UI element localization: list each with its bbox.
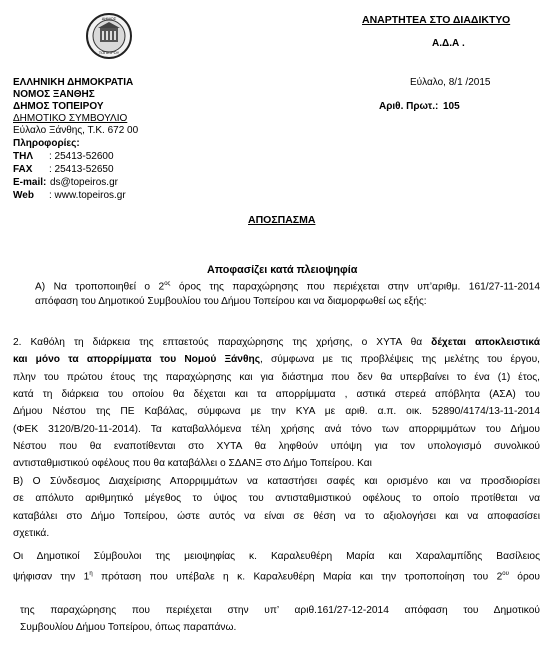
paragraph-3-line-4: σχετικά. xyxy=(13,528,50,539)
paragraph-2-line-2: και μόνο τα απορρίμματα του Νομού Ξάνθης, σύμφωνα με τις προβλέψεις της μελέτης του έργου, xyxy=(13,354,540,365)
municipality-seal xyxy=(86,4,132,68)
fax-label: FAX xyxy=(13,164,33,175)
paragraph-5-line-1: της παραχώρησης που περιέχεται στην υπ’ αριθ.161/27-12-2014 απόφαση του Δημοτικού xyxy=(20,605,540,616)
decision-title: Αποφασίζει κατά πλειοψηφία xyxy=(207,264,358,276)
paragraph-2-line-5: Δήμου Νέστου της ΠΕ Καβάλας, σύμφωνα με την ΚΥΑ με αριθ. α.π. οικ. 52890/4174/13-11-2014 xyxy=(13,406,540,417)
org-line-2: ΝΟΜΟΣ ΞΑΝΘΗΣ xyxy=(13,89,95,100)
paragraph-3-line-3: καταβάλει στο Δήμο Τοπείρου, ώστε αυτός να είναι σε θέση να το αξιολογήσει και να αποφασίσει xyxy=(13,511,540,522)
paragraph-2-line-8: αντισταθμιστικού οφέλους που θα καταβάλλει ο ΣΔΑΝΞ στο Δήμο Τοπείρου. Και xyxy=(13,458,372,469)
ada-label: Α.Δ.Α . xyxy=(432,38,465,49)
web-label: Web xyxy=(13,190,34,201)
phone-label: ΤΗΛ xyxy=(13,151,33,162)
web-value[interactable]: : www.topeiros.gr xyxy=(49,190,126,201)
paragraph-1-line-1: Α) Να τροποποιηθεί ο $2^{o\varsigma}$ όρος της παραχώρησης που περιέχεται στην υπ’αριθμ. 161/27-11-2014 xyxy=(35,281,540,293)
org-line-3: ΔΗΜΟΣ ΤΟΠΕΙΡΟΥ xyxy=(13,101,104,112)
paragraph-3-line-1: Β) Ο Σύνδεσμος Διαχείρισης Απορριμμάτων να καταστήσει σαφές και ορισμένο και να προσδιορίσει xyxy=(13,476,540,487)
org-line-4: ΔΗΜΟΤΙΚΟ ΣΥΜΒΟΥΛΙΟ xyxy=(13,113,128,124)
paragraph-1-line-2: απόφαση του Δημοτικού Συμβουλίου του Δήμου Τοπείρου και να διαμορφωθεί ως εξής: xyxy=(35,296,427,307)
paragraph-2-line-4: κατά τη διάρκεια του οποίου θα δέχεται και τα απορρίμματα , αστικά στερεά απόβλητα (ΑΣΑ) του xyxy=(13,389,540,400)
publish-note: ΑΝΑΡΤΗΤΕΑ ΣΤΟ ΔΙΑΔΙΚΤΥΟ xyxy=(362,14,511,26)
svg-text:ΔΗΜΟΣ: ΔΗΜΟΣ xyxy=(101,16,117,21)
paragraph-4-line-2: ψήφισαν την $1^\eta$ πρόταση που υπέβαλε η κ. Καραλευθέρη Μαρία και την τροποποίηση του $2^{o\upsilon}$ όρου xyxy=(13,571,540,583)
paragraph-5-line-2: Συμβουλίου Δήμου Τοπείρου, όπως παραπάνω. xyxy=(20,622,237,633)
email-value[interactable]: ds@topeiros.gr xyxy=(50,177,118,188)
paragraph-3-line-2: σε απόλυτο αριθμητικό μέγεθος το ύψος του αντισταθμιστικού οφέλους το οποίο προτίθεται να xyxy=(13,493,540,504)
protocol-number: 105 xyxy=(443,101,460,112)
info-label: Πληροφορίες: xyxy=(13,138,80,149)
place-date: Εύλαλο, 8/1 /2015 xyxy=(410,77,491,88)
paragraph-2-line-3: πλην του πρώτου έτους της παραχώρησης και για διάστημα που δεν θα υπερβαίνει το ένα (1) έτος, xyxy=(13,372,540,383)
email-label: E-mail: xyxy=(13,177,47,188)
svg-text:ΤΟΠΕΙΡΟΥ: ΤΟΠΕΙΡΟΥ xyxy=(98,50,120,55)
phone-value: : 25413-52600 xyxy=(49,151,114,162)
fax-value: : 25413-52650 xyxy=(49,164,114,175)
protocol-label: Αριθ. Πρωτ.: xyxy=(379,101,439,112)
paragraph-2-line-6: (ΦΕΚ 3120/Β/20-11-2014). Τα καταβαλλόμενα τέλη χρήσης ανά τόνο των απορριμμάτων του Δήμου xyxy=(13,424,540,435)
paragraph-4-line-1: Οι Δημοτικοί Σύμβουλοι της μειοψηφίας κ. Καραλευθέρη Μαρία και Χαραλαμπίδης Βασίλειος xyxy=(13,551,540,562)
address: Εύλαλο Ξάνθης, Τ.Κ. 672 00 xyxy=(13,125,139,136)
paragraph-2-line-7: Νέστου που θα εναποτίθενται στο ΧΥΤΑ θα ληφθούν υπόψη για τον υπολογισμό συνολικού xyxy=(13,441,540,452)
org-line-1: ΕΛΛΗΝΙΚΗ ΔΗΜΟΚΡΑΤΙΑ xyxy=(13,77,134,88)
paragraph-2-line-1: 2. Καθόλη τη διάρκεια της επταετούς παραχώρησης της χρήσης, ο ΧΥΤΑ θα δέχεται αποκλειστικά xyxy=(13,337,540,348)
document-title: ΑΠΟΣΠΑΣΜΑ xyxy=(248,214,316,226)
